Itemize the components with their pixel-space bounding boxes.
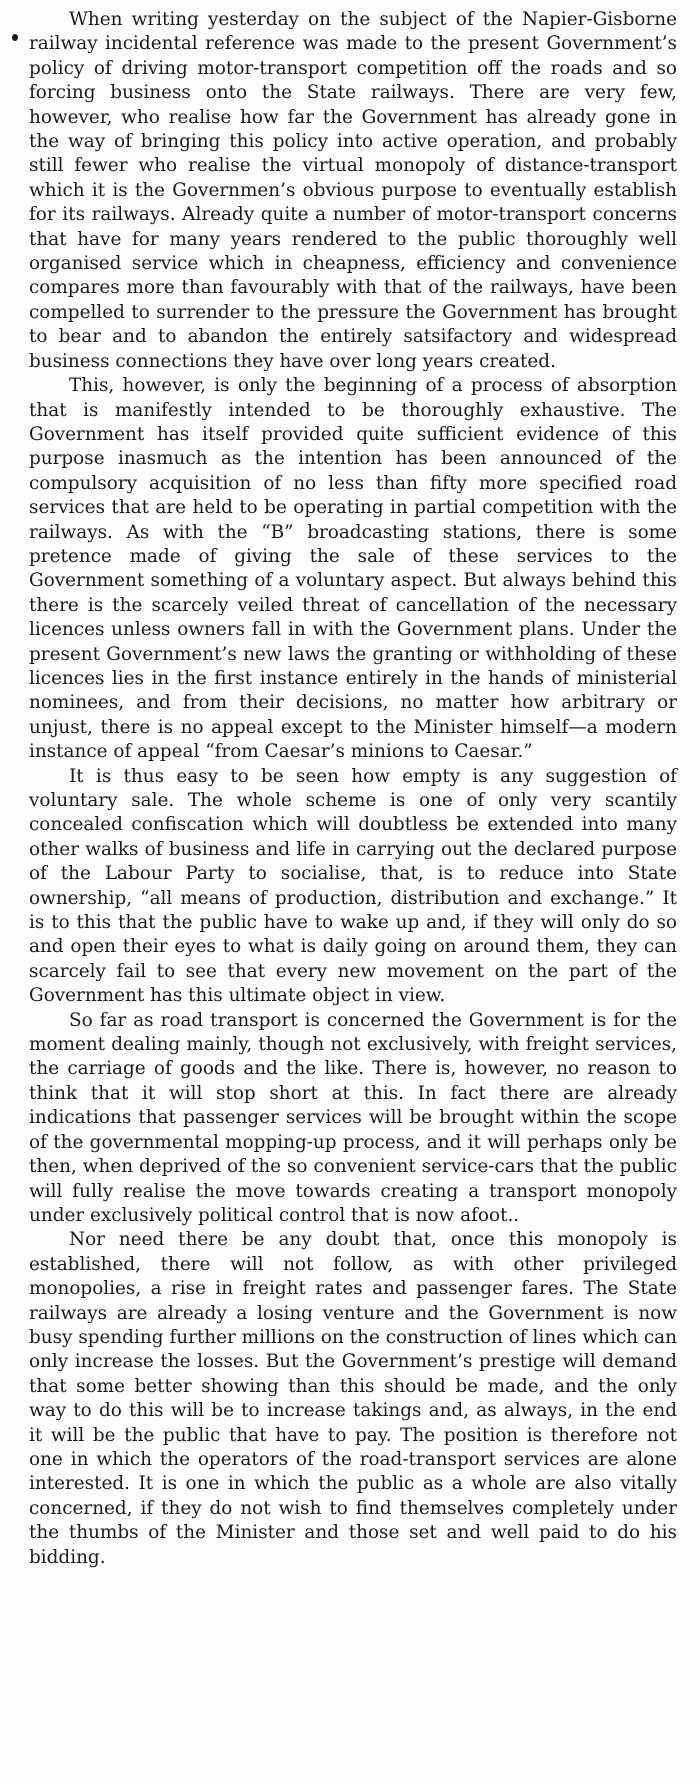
editorial-column bbox=[29, 8, 677, 1570]
margin-mark bbox=[12, 34, 18, 41]
paragraph-5: Nor need there be any doubt that, once this monopoly is established, there will not follow, as with other privileged monopolies, a rise in freight rates and passenger fares. The State railways are already a losing venture and the Government is now busy spending further millions on the construction of lines which can only increase the losses. But the Government’s prestige will demand that some better showing than this should be made, and the only way to do this will be to increase takings and, as always, in the end it will be the public that have to pay. The position is therefore not one in which the operators of the road-transport services are alone interested. It is one in which the public as a whole are also vitally concerned, if they do not wish to find themselves completely under the thumbs of the Minister and those set and well paid to do his bidding. bbox=[29, 1229, 677, 1568]
paragraph-2: This, however, is only the beginning of a process of absorption that is manifestly intended to be thoroughly exhaustive. The Government has itself provided quite sufficient evidence of this purpose inasmuch as the intention has been announced of the compulsory acquisition of no less than fifty more specified road services that are held to be operating in partial competition with the railways. As with the “B” broadcasting stations, there is some pretence made of giving the sale of these services to the Government something of a voluntary aspect. But always behind this there is the scarcely veiled threat of cancellation of the necessary licences unless owners fall in with the Government plans. Under the present Government’s new laws the granting or withholding of these licences lies in the first instance entirely in the hands of ministerial nominees, and from their decisions, no matter how arbitrary or unjust, there is no appeal except to the Minister himself—a modern instance of appeal “from Caesar’s minions to Caesar.” bbox=[29, 375, 677, 763]
paragraph-4: So far as road transport is concerned the Government is for the moment dealing mainly, though not exclusively, with freight services, the carriage of goods and the like. There is, however, no reason to think that it will stop short at this. In fact there are already indications that passenger services will be brought within the scope of the governmental mopping-up process, and it will perhaps only be then, when deprived of the so convenient service-cars that the public will fully realise the move towards creating a transport monopoly under exclusively political control that is now afoot.. bbox=[29, 1009, 677, 1226]
paragraph-3: It is thus easy to be seen how empty is any suggestion of voluntary sale. The whole scheme is one of only very scantily concealed confiscation which will doubtless be extended into many other walks of business and life in carrying out the declared purpose of the Labour Party to socialise, that, is to reduce into State ownership, “all means of production, distribution and exchange.” It is to this that the public have to wake up and, if they will only do so and open their eyes to what is daily going on around them, they can scarcely fail to see that every new movement on the part of the Government has this ultimate object in view. bbox=[29, 765, 677, 1007]
paragraph-1: When writing yesterday on the subject of the Napier-Gisborne railway incidental reference was made to the present Government’s policy of driving motor-transport competition off the roads and so forcing business onto the State railways. There are very few, however, who realise how far the Government has already gone in the way of bringing this policy into active operation, and probably still fewer who realise the virtual monopoly of distance-transport which it is the Governmen’s obvious purpose to eventually establish for its railways. Already quite a number of motor-transport concerns that have for many years rendered to the public thoroughly well organised service which in cheapness, efficiency and convenience compares more than favourably with that of the railways, have been compelled to surrender to the pressure the Government has brought to bear and to abandon the entirely satsifactory and widespread business connections they have over long years created. bbox=[29, 9, 677, 372]
